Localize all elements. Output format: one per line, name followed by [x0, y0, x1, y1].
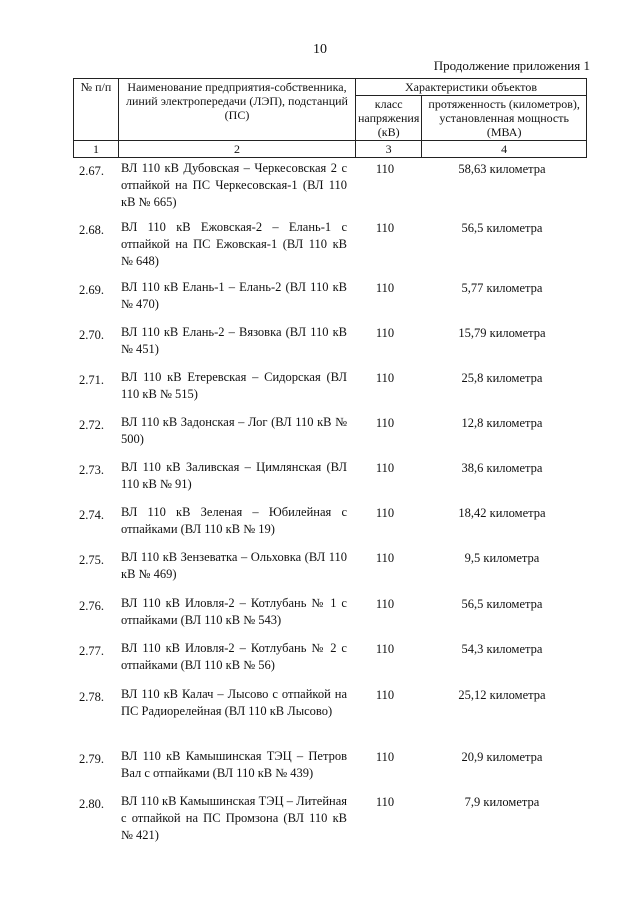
row-number: 2.72.	[79, 418, 104, 432]
row-length: 38,6 километра	[461, 461, 543, 475]
row-length: 56,5 километра	[461, 597, 543, 611]
continuation-label: Продолжение приложения 1	[433, 58, 590, 73]
row-length: 58,63 километра	[458, 162, 546, 176]
header-num-4: 4	[422, 141, 587, 158]
table-body	[73, 160, 587, 852]
row-name: ВЛ 110 кВ Етеревская – Сидорская (ВЛ 110 кВ № 515)	[121, 370, 347, 401]
row-number: 2.80.	[79, 797, 104, 811]
header-col-name: Наименование предприятия-собственника, линий электропередачи (ЛЭП), подстанций (ПС)	[119, 79, 356, 141]
table-row	[73, 459, 587, 500]
row-number: 2.67.	[79, 164, 104, 178]
table-row	[73, 504, 587, 545]
header-num-1: 1	[74, 141, 119, 158]
row-name: ВЛ 110 кВ Камышинская ТЭЦ – Литейная с отпайкой на ПС Промзона (ВЛ 110 кВ № 421)	[121, 794, 347, 842]
row-voltage: 110	[375, 688, 395, 702]
row-number: 2.76.	[79, 599, 104, 613]
page-number: 10	[313, 42, 327, 57]
table-row	[73, 279, 587, 320]
row-number: 2.68.	[79, 223, 104, 237]
table-row	[73, 324, 587, 365]
row-voltage: 110	[375, 750, 395, 764]
row-length: 18,42 километра	[458, 506, 546, 520]
row-name: ВЛ 110 кВ Зеленая – Юбилейная с отпайками (ВЛ 110 кВ № 19)	[121, 505, 347, 536]
row-name: ВЛ 110 кВ Иловля-2 – Котлубань № 2 с отпайками (ВЛ 110 кВ № 56)	[121, 641, 347, 672]
row-number: 2.79.	[79, 752, 104, 766]
table-header	[73, 78, 587, 158]
row-name: ВЛ 110 кВ Иловля-2 – Котлубань № 1 с отпайками (ВЛ 110 кВ № 543)	[121, 596, 347, 627]
row-number: 2.71.	[79, 373, 104, 387]
row-voltage: 110	[375, 416, 395, 430]
row-number: 2.73.	[79, 463, 104, 477]
row-voltage: 110	[375, 162, 395, 176]
row-name: ВЛ 110 кВ Задонская – Лог (ВЛ 110 кВ № 500)	[121, 415, 347, 446]
table-row	[73, 595, 587, 636]
row-voltage: 110	[375, 461, 395, 475]
row-name: ВЛ 110 кВ Камышинская ТЭЦ – Петров Вал с отпайками (ВЛ 110 кВ № 439)	[121, 749, 347, 780]
table-row	[73, 219, 587, 275]
row-length: 25,12 километра	[458, 688, 546, 702]
table-row	[73, 549, 587, 591]
row-length: 20,9 километра	[461, 750, 543, 764]
row-length: 56,5 километра	[461, 221, 543, 235]
header-col-voltage: класс напряжения (кВ)	[356, 96, 422, 141]
row-voltage: 110	[375, 326, 395, 340]
row-voltage: 110	[375, 221, 395, 235]
table-row	[73, 793, 587, 848]
row-length: 7,9 километра	[464, 795, 540, 809]
table-row	[73, 414, 587, 455]
table-row	[73, 748, 587, 789]
row-voltage: 110	[375, 506, 395, 520]
table-row	[73, 686, 587, 744]
table-row	[73, 640, 587, 682]
row-number: 2.74.	[79, 508, 104, 522]
row-voltage: 110	[375, 642, 395, 656]
row-voltage: 110	[375, 551, 395, 565]
row-number: 2.70.	[79, 328, 104, 342]
row-length: 5,77 километра	[461, 281, 543, 295]
row-voltage: 110	[375, 281, 395, 295]
header-characteristics: Характеристики объектов	[356, 79, 587, 96]
row-voltage: 110	[375, 795, 395, 809]
row-voltage: 110	[375, 597, 395, 611]
row-length: 15,79 километра	[458, 326, 546, 340]
row-number: 2.78.	[79, 690, 104, 704]
table-row	[73, 160, 587, 215]
row-number: 2.69.	[79, 283, 104, 297]
row-name: ВЛ 110 кВ Калач – Лысово с отпайкой на ПС Радиорелейная (ВЛ 110 кВ Лысово)	[121, 687, 347, 718]
row-length: 54,3 километра	[461, 642, 543, 656]
row-name: ВЛ 110 кВ Заливская – Цимлянская (ВЛ 110 кВ № 91)	[121, 460, 347, 491]
header-num-2: 2	[119, 141, 356, 158]
row-name: ВЛ 110 кВ Елань-1 – Елань-2 (ВЛ 110 кВ № 470)	[121, 280, 347, 311]
row-name: ВЛ 110 кВ Ежовская-2 – Елань-1 с отпайкой на ПС Ежовская-1 (ВЛ 110 кВ № 648)	[121, 220, 347, 268]
header-num-3: 3	[356, 141, 422, 158]
row-length: 12,8 километра	[461, 416, 543, 430]
row-voltage: 110	[375, 371, 395, 385]
header-col-length: протяженность (километров), установленная мощность (МВА)	[422, 96, 587, 141]
row-length: 9,5 километра	[464, 551, 540, 565]
row-name: ВЛ 110 кВ Дубовская – Черкесовская 2 с отпайкой на ПС Черкесовская-1 (ВЛ 110 кВ № 665)	[121, 161, 347, 209]
row-name: ВЛ 110 кВ Зензеватка – Ольховка (ВЛ 110 кВ № 469)	[121, 550, 347, 581]
header-col-number: № п/п	[74, 79, 119, 141]
row-length: 25,8 километра	[461, 371, 543, 385]
table-row	[73, 369, 587, 410]
row-number: 2.77.	[79, 644, 104, 658]
row-name: ВЛ 110 кВ Елань-2 – Вязовка (ВЛ 110 кВ № 451)	[121, 325, 347, 356]
row-number: 2.75.	[79, 553, 104, 567]
